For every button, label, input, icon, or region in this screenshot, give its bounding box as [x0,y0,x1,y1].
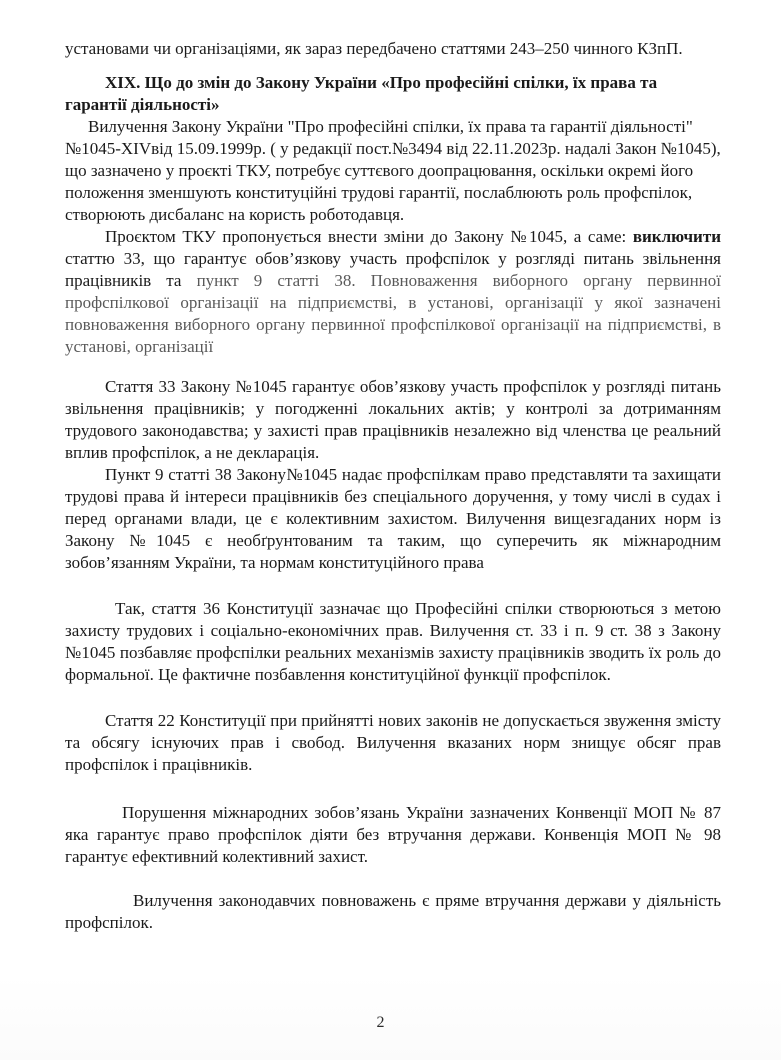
amendments-lead: Проєктом ТКУ пропонується внести зміни до Закону №1045, а саме: [105,227,633,246]
amendments-quoted-text: пункт 9 статті 38. Повноваження виборного органу первинної профспілкової організації на підприємстві, в установі, організації у якої зазначені повноваження виборного органу первинної профспілкової організації на підприємстві, в установі, організації [65,271,721,356]
article38-paragraph: Пункт 9 статті 38 Закону№1045 надає профспілкам право представляти та захищати трудові права й інтереси працівників без спеціального доручення, у тому числі в судах і перед органами влади, це є колективним захистом. Вилучення вищезгаданих норм із Закону №1045 є необґрунтованим та таким, що суперечить як міжнародним зобов’язанням України, та нормам конституційного права [65,465,721,572]
article33-paragraph: Стаття 33 Закону №1045 гарантує обов’язкову участь профспілок у розгляді питань звільнення працівників; у погодженні локальних актів; у контролі за дотриманням трудового законодавства; у захисті прав працівників незалежно від членства це реальний вплив профспілок, а не декларація. [65,377,721,462]
law-removal-paragraph: Вилучення Закону України "Про професійні спілки, їх права та гарантії діяльності" №1045-XIVвід 15.09.1999р. ( у редакції пост.№3494 від 22.11.2023р. надалі Закон №1045), що зазначено у проєкті ТКУ, потребує суттєвого доопрацювання, оскільки окремі його положення зменшують конституційні трудові гарантії, послаблюють роль профспілок, створюють дисбаланс на користь роботодавця. [65,117,721,224]
ilo-conventions-paragraph: Порушення міжнародних зобов’язань України зазначених Конвенції МОП № 87 яка гарантує право профспілок діяти без втручання держави. Конвенція МОП № 98 гарантує ефективний колективний захист. [65,803,721,866]
amendments-bold-word: виключити [632,227,721,246]
constitution-article36-paragraph: Так, стаття 36 Конституції зазначає що Професійні спілки створюються з метою захисту трудових і соціально-економічних прав. Вилучення ст. 33 і п. 9 ст. 38 з Закону №1045 позбавляє профспілки реальних механізмів захисту працівників зводить їх роль до формальної. Це фактичне позбавлення конституційної функції профспілок. [65,599,721,684]
intro-paragraph: установами чи організаціями, як зараз передбачено статтями 243–250 чинного КЗпП. [65,39,683,58]
state-interference-paragraph: Вилучення законодавчих повноважень є пряме втручання держави у діяльність профспілок. [65,891,721,932]
page-number: 2 [376,1014,385,1031]
amendments-middle: статтю 33, що гарантує обов’язкову участь профспілок у розгляді питань звільнення працівників та [65,249,721,290]
amendments-paragraph [65,226,721,358]
constitution-article22-paragraph: Стаття 22 Конституції при прийнятті нових законів не допускається звуження змісту та обсягу існуючих прав і свобод. Вилучення вказаних норм знищує обсяг прав профспілок і працівників. [65,711,721,774]
section-heading: XIX. Що до змін до Закону України «Про професійні спілки, їх права та гарантії діяльності» [65,73,658,114]
